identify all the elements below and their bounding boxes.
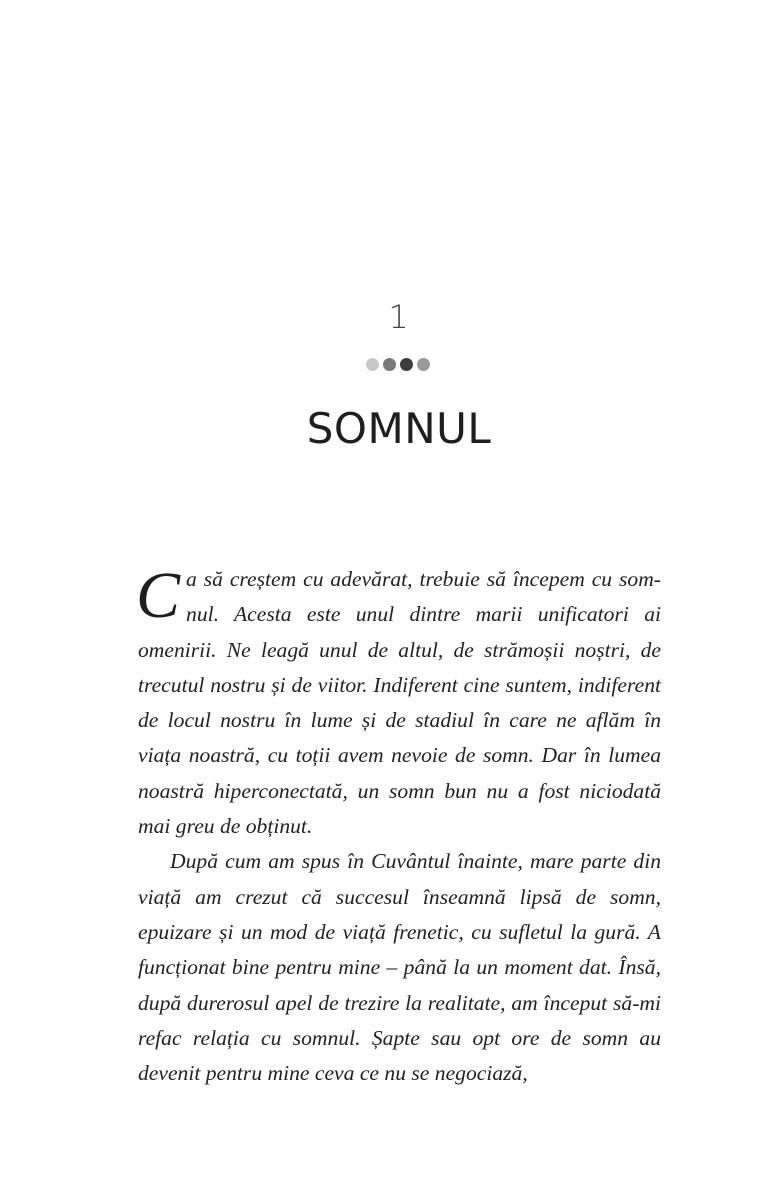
chapter-body xyxy=(136,559,661,1091)
chapter-title: SOMNUL xyxy=(306,404,492,453)
paragraph-1 xyxy=(136,559,661,844)
chapter-ornament xyxy=(366,358,430,371)
ornament-dot xyxy=(417,358,430,371)
paragraph-1-text: a să creștem cu adevărat, trebuie să începem cu somnul. Acesta este unul dintre marii unificatori ai omenirii. Ne leagă unul de altul, de strămoșii noștri, de trecutul nostru și de viitor. Indiferent cine suntem, indiferent de locul nostru în lume și de stadiul în care ne aflăm în viața noastră, cu toții avem nevoie de somn. Dar în lumea noastră hiperconectată, un somn bun nu a fost niciodată mai greu de obținut. xyxy=(138,567,661,839)
ornament-dot xyxy=(366,358,379,371)
chapter-number: 1 xyxy=(388,298,410,336)
drop-cap: C xyxy=(136,559,181,632)
ornament-dot xyxy=(400,358,413,371)
ornament-dot xyxy=(383,358,396,371)
paragraph-2: După cum am spus în Cuvântul înainte, mare parte din viață am crezut că succesul înseamnă lipsă de somn, epuizare și un mod de viață frenetic, cu sufletul la gură. A funcționat bine pentru mine – până la un moment dat. Însă, după durerosul apel de trezire la realitate, am început să-mi refac relația cu somnul. Șapte sau opt ore de somn au devenit pentru mine ceva ce nu se negociază, xyxy=(138,849,661,1086)
